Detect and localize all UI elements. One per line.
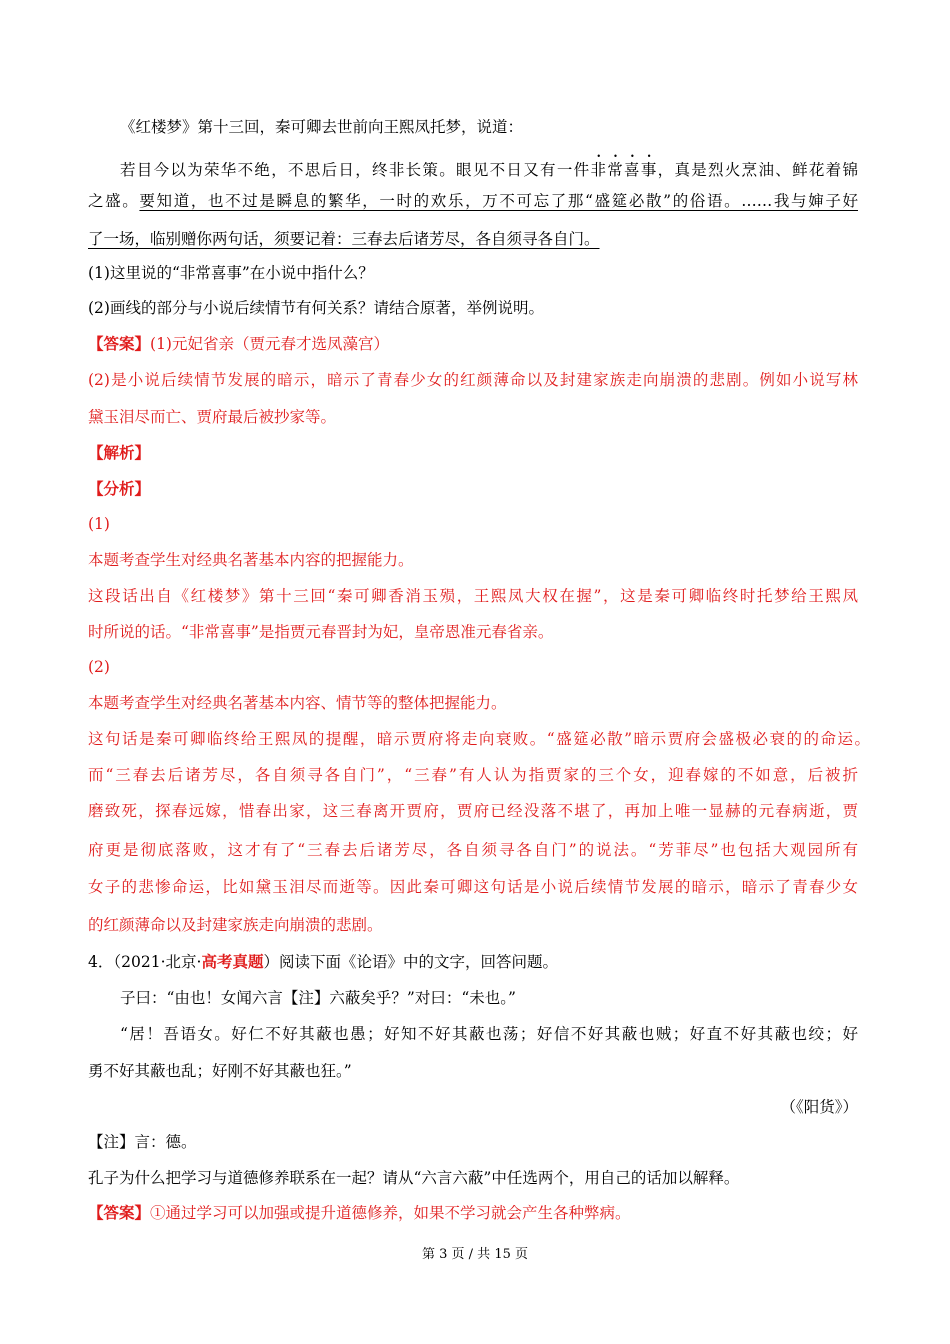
question-4-header	[88, 951, 858, 973]
answer-line-1	[88, 333, 858, 355]
passage-line-2	[88, 190, 858, 212]
analysis-1-line-2: 这段话出自《红楼梦》第十三回“秦可卿香消玉殒，王熙凤大权在握”，这是秦可卿临终时托梦给王熙凤	[88, 587, 858, 605]
answer-2-line-1: (2)是小说后续情节发展的暗示，暗示了青春少女的红颜薄命以及封建家族走向崩溃的悲剧。例如小说写林	[88, 371, 858, 389]
question-1: (1)这里说的“非常喜事”在小说中指什么？	[88, 264, 374, 282]
passage-intro: 《红楼梦》第十三回，秦可卿去世前向王熙凤托梦，说道：	[120, 118, 524, 136]
passage-line-1-b: ，真是烈火烹油、鲜花着锦	[657, 161, 858, 179]
citation: （《阳货》）	[780, 1098, 858, 1116]
passage-line-3	[88, 228, 858, 250]
question-4-source-b: ）阅读下面《论语》中的文字，回答问题。	[263, 953, 558, 971]
analysis-2-line-4: 磨致死，探春远嫁，惜春出家，这三春离开贾府，贾府已经没落不堪了，再加上唯一显赫的元春病逝，贾	[88, 802, 858, 820]
lunyu-line-2: “居！吾语女。好仁不好其蔽也愚；好知不好其蔽也荡；好信不好其蔽也贼；好直不好其蔽也绞；好	[120, 1025, 858, 1043]
passage-line-1-a: 若目今以为荣华不绝，不思后日，终非长策。眼见不日又有一件	[120, 161, 591, 179]
dotted-phrase: 非常喜事	[590, 161, 658, 179]
analysis-2-line-6: 女子的悲惨命运，比如黛玉泪尽而逝等。因此秦可卿这句话是小说后续情节发展的暗示，暗示了青春少女	[88, 878, 858, 896]
lunyu-line-1: 子曰：“由也！女闻六言【注】六蔽矣乎？”对曰：“未也。”	[120, 989, 516, 1007]
analysis-2-line-1: 本题考查学生对经典名著基本内容、情节等的整体把握能力。	[88, 694, 507, 712]
passage-line-2-a: 之盛。	[88, 192, 140, 210]
question-4-answer-label: 【答案】	[88, 1203, 151, 1222]
answer-2-line-2: 黛玉泪尽而亡、贾府最后被抄家等。	[88, 408, 337, 426]
question-4-answer	[88, 1202, 858, 1224]
lunyu-line-3: 勇不好其蔽也乱；好刚不好其蔽也狂。”	[88, 1062, 352, 1080]
page-footer: 第 3 页 / 共 15 页	[422, 1247, 528, 1262]
source-tag: 高考真题	[201, 952, 264, 971]
note: 【注】言：德。	[88, 1133, 197, 1151]
question-4-text: 孔子为什么把学习与道德修养联系在一起？请从“六言六蔽”中任选两个，用自己的话加以解释。	[88, 1169, 740, 1187]
question-2: (2)画线的部分与小说后续情节有何关系？请结合原著，举例说明。	[88, 299, 544, 317]
analysis-2-line-5: 府更是彻底落败，这才有了“三春去后诸芳尽，各自须寻各自门”的说法。“芳菲尽”也包括大观园所有	[88, 841, 858, 859]
fenxi-label: 【分析】	[88, 479, 151, 498]
question-4-source-a: （2021·北京·	[113, 953, 202, 971]
jiexi-label: 【解析】	[88, 443, 151, 462]
question-4-number: 4．	[88, 953, 114, 971]
analysis-1-line-1: 本题考查学生对经典名著基本内容的把握能力。	[88, 551, 414, 569]
analysis-2-line-3: 而“三春去后诸芳尽，各自须寻各自门”，“三春”有人认为指贾家的三个女，迎春嫁的不如意，后被折	[88, 766, 858, 784]
analysis-2-number: (2)	[88, 658, 110, 676]
question-4-answer-text: ①通过学习可以加强或提升道德修养，如果不学习就会产生各种弊病。	[150, 1204, 631, 1222]
analysis-1-number: (1)	[88, 515, 110, 533]
answer-1: (1)元妃省亲（贾元春才选凤藻宫）	[150, 335, 389, 353]
underlined-passage: 要知道，也不过是瞬息的繁华，一时的欢乐，万不可忘了那“盛筵必散”的俗语。……我与婶子好	[139, 192, 858, 210]
analysis-2-line-2: 这句话是秦可卿临终给王熙凤的提醒，暗示贾府将走向衰败。“盛筵必散”暗示贾府会盛极必衰的的命运。	[88, 730, 870, 748]
passage-line-1	[120, 152, 858, 181]
answer-label: 【答案】	[88, 334, 151, 353]
underlined-passage-end: 了一场，临别赠你两句话，须要记着：三春去后诸芳尽，各自须寻各自门。	[88, 230, 600, 248]
analysis-2-line-7: 的红颜薄命以及封建家族走向崩溃的悲剧。	[88, 916, 383, 934]
analysis-1-line-3: 时所说的话。“非常喜事”是指贾元春晋封为妃，皇帝恩准元春省亲。	[88, 623, 554, 641]
